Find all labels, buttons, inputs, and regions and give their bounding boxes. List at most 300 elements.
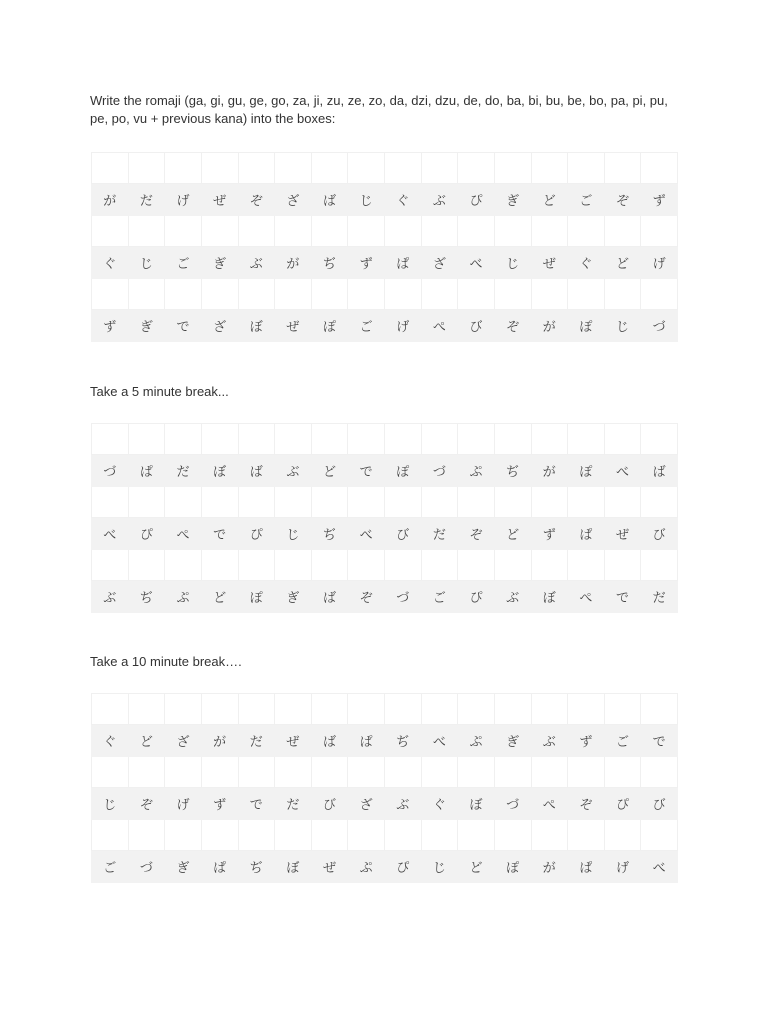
answer-box[interactable] [421, 694, 458, 725]
answer-box[interactable] [165, 216, 202, 247]
kana-cell: ぷ [165, 581, 202, 613]
answer-box[interactable] [568, 487, 605, 518]
kana-cell: ぐ [568, 247, 605, 279]
answer-box[interactable] [531, 757, 568, 788]
kana-cell: ぱ [201, 851, 238, 883]
answer-box[interactable] [165, 424, 202, 455]
answer-box[interactable] [92, 820, 129, 851]
kana-cell: ぺ [531, 788, 568, 820]
answer-box[interactable] [311, 424, 348, 455]
kana-cell: ぽ [385, 455, 422, 487]
kana-cell: ぜ [311, 851, 348, 883]
kana-cell: ぷ [458, 725, 495, 757]
kana-cell: ぐ [92, 247, 129, 279]
answer-box[interactable] [458, 279, 495, 310]
kana-cell: が [201, 725, 238, 757]
answer-box[interactable] [128, 550, 165, 581]
kana-cell: ぽ [568, 455, 605, 487]
kana-cell: が [531, 310, 568, 342]
answer-row [92, 550, 678, 581]
kana-cell: づ [92, 455, 129, 487]
answer-box[interactable] [641, 694, 678, 725]
answer-box[interactable] [311, 153, 348, 184]
kana-cell: で [238, 788, 275, 820]
answer-box[interactable] [385, 153, 422, 184]
answer-row [92, 757, 678, 788]
kana-cell: ず [568, 725, 605, 757]
kana-cell: で [348, 455, 385, 487]
answer-box[interactable] [531, 694, 568, 725]
answer-box[interactable] [128, 424, 165, 455]
answer-box[interactable] [494, 153, 531, 184]
kana-cell: ば [238, 455, 275, 487]
kana-cell: げ [604, 851, 641, 883]
answer-box[interactable] [201, 757, 238, 788]
kana-cell: ぺ [165, 518, 202, 550]
answer-box[interactable] [531, 550, 568, 581]
answer-box[interactable] [494, 550, 531, 581]
kana-cell: ど [458, 851, 495, 883]
answer-box[interactable] [275, 279, 312, 310]
answer-box[interactable] [275, 424, 312, 455]
kana-cell: べ [421, 725, 458, 757]
kana-cell: じ [92, 788, 129, 820]
kana-cell: で [201, 518, 238, 550]
answer-box[interactable] [458, 153, 495, 184]
kana-cell: げ [165, 788, 202, 820]
kana-cell: づ [641, 310, 678, 342]
answer-box[interactable] [385, 487, 422, 518]
answer-box[interactable] [201, 153, 238, 184]
answer-box[interactable] [458, 694, 495, 725]
kana-cell: ざ [165, 725, 202, 757]
kana-cell: じ [494, 247, 531, 279]
answer-box[interactable] [201, 279, 238, 310]
kana-cell: べ [348, 518, 385, 550]
answer-box[interactable] [458, 216, 495, 247]
kana-cell: ぷ [348, 851, 385, 883]
answer-box[interactable] [311, 216, 348, 247]
kana-cell: べ [92, 518, 129, 550]
kana-cell: ぎ [128, 310, 165, 342]
answer-box[interactable] [201, 694, 238, 725]
answer-box[interactable] [568, 279, 605, 310]
answer-box[interactable] [641, 820, 678, 851]
answer-box[interactable] [348, 153, 385, 184]
kana-cell: び [458, 310, 495, 342]
answer-box[interactable] [421, 487, 458, 518]
kana-row [92, 455, 678, 487]
kana-cell: が [531, 851, 568, 883]
kana-cell: ぴ [458, 184, 495, 216]
kana-cell: だ [641, 581, 678, 613]
kana-cell: だ [275, 788, 312, 820]
kana-cell: ぎ [165, 851, 202, 883]
break-note-5-minutes: Take a 5 minute break... [90, 384, 229, 399]
answer-box[interactable] [531, 153, 568, 184]
kana-cell: づ [421, 455, 458, 487]
kana-cell: づ [385, 581, 422, 613]
answer-box[interactable] [348, 694, 385, 725]
kana-cell: ぶ [531, 725, 568, 757]
kana-cell: ず [641, 184, 678, 216]
kana-cell: ぴ [128, 518, 165, 550]
kana-grid-2 [91, 423, 678, 613]
answer-box[interactable] [421, 279, 458, 310]
kana-cell: ご [421, 581, 458, 613]
answer-box[interactable] [165, 820, 202, 851]
answer-box[interactable] [421, 216, 458, 247]
answer-row [92, 216, 678, 247]
answer-row [92, 153, 678, 184]
answer-box[interactable] [348, 757, 385, 788]
kana-cell: ぱ [128, 455, 165, 487]
answer-box[interactable] [311, 550, 348, 581]
answer-box[interactable] [128, 487, 165, 518]
answer-box[interactable] [568, 757, 605, 788]
answer-box[interactable] [458, 820, 495, 851]
kana-row [92, 851, 678, 883]
kana-cell: だ [421, 518, 458, 550]
kana-cell: だ [165, 455, 202, 487]
answer-box[interactable] [494, 757, 531, 788]
answer-box[interactable] [238, 216, 275, 247]
kana-cell: ぼ [458, 788, 495, 820]
answer-box[interactable] [568, 820, 605, 851]
kana-cell: ぼ [275, 851, 312, 883]
answer-box[interactable] [568, 424, 605, 455]
kana-cell: ど [494, 518, 531, 550]
kana-cell: ぱ [385, 247, 422, 279]
kana-cell: ぶ [238, 247, 275, 279]
kana-cell: ざ [275, 184, 312, 216]
answer-box[interactable] [92, 487, 129, 518]
kana-cell: べ [641, 851, 678, 883]
kana-cell: ぞ [604, 184, 641, 216]
kana-cell: が [275, 247, 312, 279]
answer-box[interactable] [165, 757, 202, 788]
answer-box[interactable] [348, 550, 385, 581]
answer-box[interactable] [385, 820, 422, 851]
answer-box[interactable] [531, 279, 568, 310]
kana-cell: ぱ [568, 851, 605, 883]
answer-box[interactable] [641, 153, 678, 184]
answer-box[interactable] [641, 216, 678, 247]
kana-row [92, 725, 678, 757]
answer-box[interactable] [348, 820, 385, 851]
answer-box[interactable] [275, 694, 312, 725]
kana-cell: ぶ [92, 581, 129, 613]
kana-cell: ぷ [458, 455, 495, 487]
kana-cell: ず [348, 247, 385, 279]
answer-box[interactable] [604, 757, 641, 788]
answer-box[interactable] [385, 424, 422, 455]
answer-row [92, 424, 678, 455]
answer-box[interactable] [568, 153, 605, 184]
kana-cell: ぴ [385, 851, 422, 883]
kana-cell: ぜ [275, 725, 312, 757]
answer-box[interactable] [604, 216, 641, 247]
answer-box[interactable] [165, 153, 202, 184]
kana-cell: ぞ [494, 310, 531, 342]
kana-cell: ぜ [275, 310, 312, 342]
kana-cell: ぺ [421, 310, 458, 342]
kana-row [92, 184, 678, 216]
answer-box[interactable] [165, 694, 202, 725]
answer-box[interactable] [238, 820, 275, 851]
answer-box[interactable] [568, 216, 605, 247]
answer-box[interactable] [641, 487, 678, 518]
kana-row [92, 518, 678, 550]
kana-cell: じ [128, 247, 165, 279]
answer-box[interactable] [128, 757, 165, 788]
answer-box[interactable] [604, 550, 641, 581]
kana-cell: び [641, 518, 678, 550]
answer-box[interactable] [92, 153, 129, 184]
answer-row [92, 694, 678, 725]
answer-box[interactable] [421, 153, 458, 184]
kana-cell: ぜ [201, 184, 238, 216]
answer-box[interactable] [128, 820, 165, 851]
answer-box[interactable] [604, 153, 641, 184]
kana-cell: ど [201, 581, 238, 613]
answer-box[interactable] [421, 424, 458, 455]
kana-cell: ぜ [531, 247, 568, 279]
answer-box[interactable] [604, 820, 641, 851]
kana-cell: ぞ [128, 788, 165, 820]
kana-cell: じ [604, 310, 641, 342]
answer-box[interactable] [238, 424, 275, 455]
kana-cell: ご [92, 851, 129, 883]
kana-cell: ぞ [458, 518, 495, 550]
kana-cell: ぎ [201, 247, 238, 279]
kana-cell: べ [604, 455, 641, 487]
kana-cell: が [531, 455, 568, 487]
kana-cell: ぐ [385, 184, 422, 216]
answer-box[interactable] [531, 216, 568, 247]
kana-cell: ぽ [238, 581, 275, 613]
kana-row [92, 247, 678, 279]
answer-box[interactable] [494, 694, 531, 725]
kana-cell: ぼ [238, 310, 275, 342]
answer-box[interactable] [348, 279, 385, 310]
answer-box[interactable] [604, 424, 641, 455]
kana-cell: ぞ [238, 184, 275, 216]
answer-box[interactable] [531, 424, 568, 455]
kana-cell: ど [311, 455, 348, 487]
answer-box[interactable] [604, 694, 641, 725]
answer-box[interactable] [92, 694, 129, 725]
kana-cell: ど [128, 725, 165, 757]
kana-cell: び [311, 788, 348, 820]
answer-box[interactable] [92, 550, 129, 581]
answer-box[interactable] [128, 694, 165, 725]
kana-cell: ぢ [494, 455, 531, 487]
answer-box[interactable] [494, 216, 531, 247]
kana-cell: ぞ [348, 581, 385, 613]
answer-box[interactable] [458, 487, 495, 518]
kana-cell: ぴ [604, 788, 641, 820]
answer-box[interactable] [311, 757, 348, 788]
kana-cell: ぢ [128, 581, 165, 613]
kana-cell: ぎ [494, 725, 531, 757]
kana-grid-1 [91, 152, 678, 342]
answer-box[interactable] [348, 487, 385, 518]
kana-cell: じ [348, 184, 385, 216]
answer-box[interactable] [201, 216, 238, 247]
kana-cell: げ [641, 247, 678, 279]
answer-box[interactable] [494, 424, 531, 455]
kana-cell: ぺ [568, 581, 605, 613]
answer-box[interactable] [128, 153, 165, 184]
kana-cell: ぐ [92, 725, 129, 757]
answer-box[interactable] [275, 550, 312, 581]
kana-cell: ぽ [311, 310, 348, 342]
kana-cell: ぶ [494, 581, 531, 613]
answer-box[interactable] [531, 820, 568, 851]
kana-cell: ご [348, 310, 385, 342]
answer-box[interactable] [311, 694, 348, 725]
kana-cell: げ [385, 310, 422, 342]
answer-box[interactable] [238, 550, 275, 581]
answer-box[interactable] [641, 550, 678, 581]
answer-box[interactable] [165, 550, 202, 581]
answer-box[interactable] [458, 757, 495, 788]
answer-box[interactable] [92, 424, 129, 455]
answer-box[interactable] [201, 487, 238, 518]
kana-cell: ぎ [275, 581, 312, 613]
kana-cell: べ [458, 247, 495, 279]
kana-cell: で [641, 725, 678, 757]
kana-row [92, 310, 678, 342]
kana-cell: ご [604, 725, 641, 757]
kana-cell: ぢ [311, 247, 348, 279]
kana-cell: ぎ [494, 184, 531, 216]
answer-box[interactable] [494, 820, 531, 851]
kana-cell: ば [641, 455, 678, 487]
answer-box[interactable] [275, 487, 312, 518]
kana-cell: ず [92, 310, 129, 342]
answer-box[interactable] [421, 820, 458, 851]
answer-box[interactable] [385, 279, 422, 310]
answer-box[interactable] [92, 216, 129, 247]
answer-box[interactable] [201, 550, 238, 581]
answer-box[interactable] [201, 424, 238, 455]
kana-cell: ぽ [568, 310, 605, 342]
kana-cell: だ [238, 725, 275, 757]
kana-cell: ど [531, 184, 568, 216]
answer-box[interactable] [385, 216, 422, 247]
answer-box[interactable] [494, 487, 531, 518]
kana-cell: ず [201, 788, 238, 820]
answer-box[interactable] [604, 487, 641, 518]
kana-cell: ぞ [568, 788, 605, 820]
kana-cell: ば [311, 581, 348, 613]
kana-cell: ざ [348, 788, 385, 820]
kana-cell: げ [165, 184, 202, 216]
answer-box[interactable] [348, 216, 385, 247]
kana-cell: ぢ [385, 725, 422, 757]
kana-cell: ず [531, 518, 568, 550]
answer-box[interactable] [275, 820, 312, 851]
answer-box[interactable] [604, 279, 641, 310]
answer-box[interactable] [128, 279, 165, 310]
answer-box[interactable] [641, 424, 678, 455]
kana-cell: で [604, 581, 641, 613]
answer-box[interactable] [311, 487, 348, 518]
kana-cell: ぴ [458, 581, 495, 613]
kana-grid-3 [91, 693, 678, 883]
kana-cell: び [385, 518, 422, 550]
answer-box[interactable] [385, 757, 422, 788]
answer-box[interactable] [458, 550, 495, 581]
answer-box[interactable] [385, 694, 422, 725]
kana-cell: じ [421, 851, 458, 883]
kana-cell: ぢ [311, 518, 348, 550]
answer-box[interactable] [92, 279, 129, 310]
answer-box[interactable] [275, 216, 312, 247]
answer-box[interactable] [348, 424, 385, 455]
answer-box[interactable] [311, 279, 348, 310]
answer-box[interactable] [421, 550, 458, 581]
answer-box[interactable] [311, 820, 348, 851]
kana-cell: ご [165, 247, 202, 279]
answer-box[interactable] [238, 153, 275, 184]
kana-cell: ざ [201, 310, 238, 342]
answer-row [92, 279, 678, 310]
answer-box[interactable] [275, 153, 312, 184]
kana-cell: が [92, 184, 129, 216]
kana-cell: ぽ [494, 851, 531, 883]
answer-box[interactable] [568, 694, 605, 725]
kana-cell: ば [311, 184, 348, 216]
answer-box[interactable] [238, 757, 275, 788]
answer-box[interactable] [568, 550, 605, 581]
answer-box[interactable] [238, 279, 275, 310]
kana-cell: ぢ [238, 851, 275, 883]
answer-row [92, 820, 678, 851]
answer-box[interactable] [531, 487, 568, 518]
kana-cell: づ [128, 851, 165, 883]
answer-box[interactable] [165, 279, 202, 310]
answer-box[interactable] [494, 279, 531, 310]
answer-box[interactable] [92, 757, 129, 788]
kana-cell: び [641, 788, 678, 820]
answer-box[interactable] [165, 487, 202, 518]
kana-cell: ぱ [568, 518, 605, 550]
kana-cell: ぐ [421, 788, 458, 820]
kana-row [92, 581, 678, 613]
answer-box[interactable] [641, 757, 678, 788]
kana-cell: ぱ [348, 725, 385, 757]
answer-box[interactable] [641, 279, 678, 310]
answer-box[interactable] [238, 487, 275, 518]
answer-box[interactable] [385, 550, 422, 581]
answer-box[interactable] [238, 694, 275, 725]
answer-box[interactable] [201, 820, 238, 851]
instructions-text: Write the romaji (ga, gi, gu, ge, go, za, ji, zu, ze, zo, da, dzi, dzu, de, do, ba, bi, bu, be, bo, pa, pi, pu, pe, po, vu + previous kana) into the boxes: [90, 93, 668, 126]
answer-box[interactable] [275, 757, 312, 788]
kana-cell: ぴ [238, 518, 275, 550]
answer-box[interactable] [421, 757, 458, 788]
kana-cell: ぜ [604, 518, 641, 550]
kana-cell: じ [275, 518, 312, 550]
answer-row [92, 487, 678, 518]
answer-box[interactable] [458, 424, 495, 455]
kana-cell: だ [128, 184, 165, 216]
kana-cell: ぼ [201, 455, 238, 487]
answer-box[interactable] [128, 216, 165, 247]
